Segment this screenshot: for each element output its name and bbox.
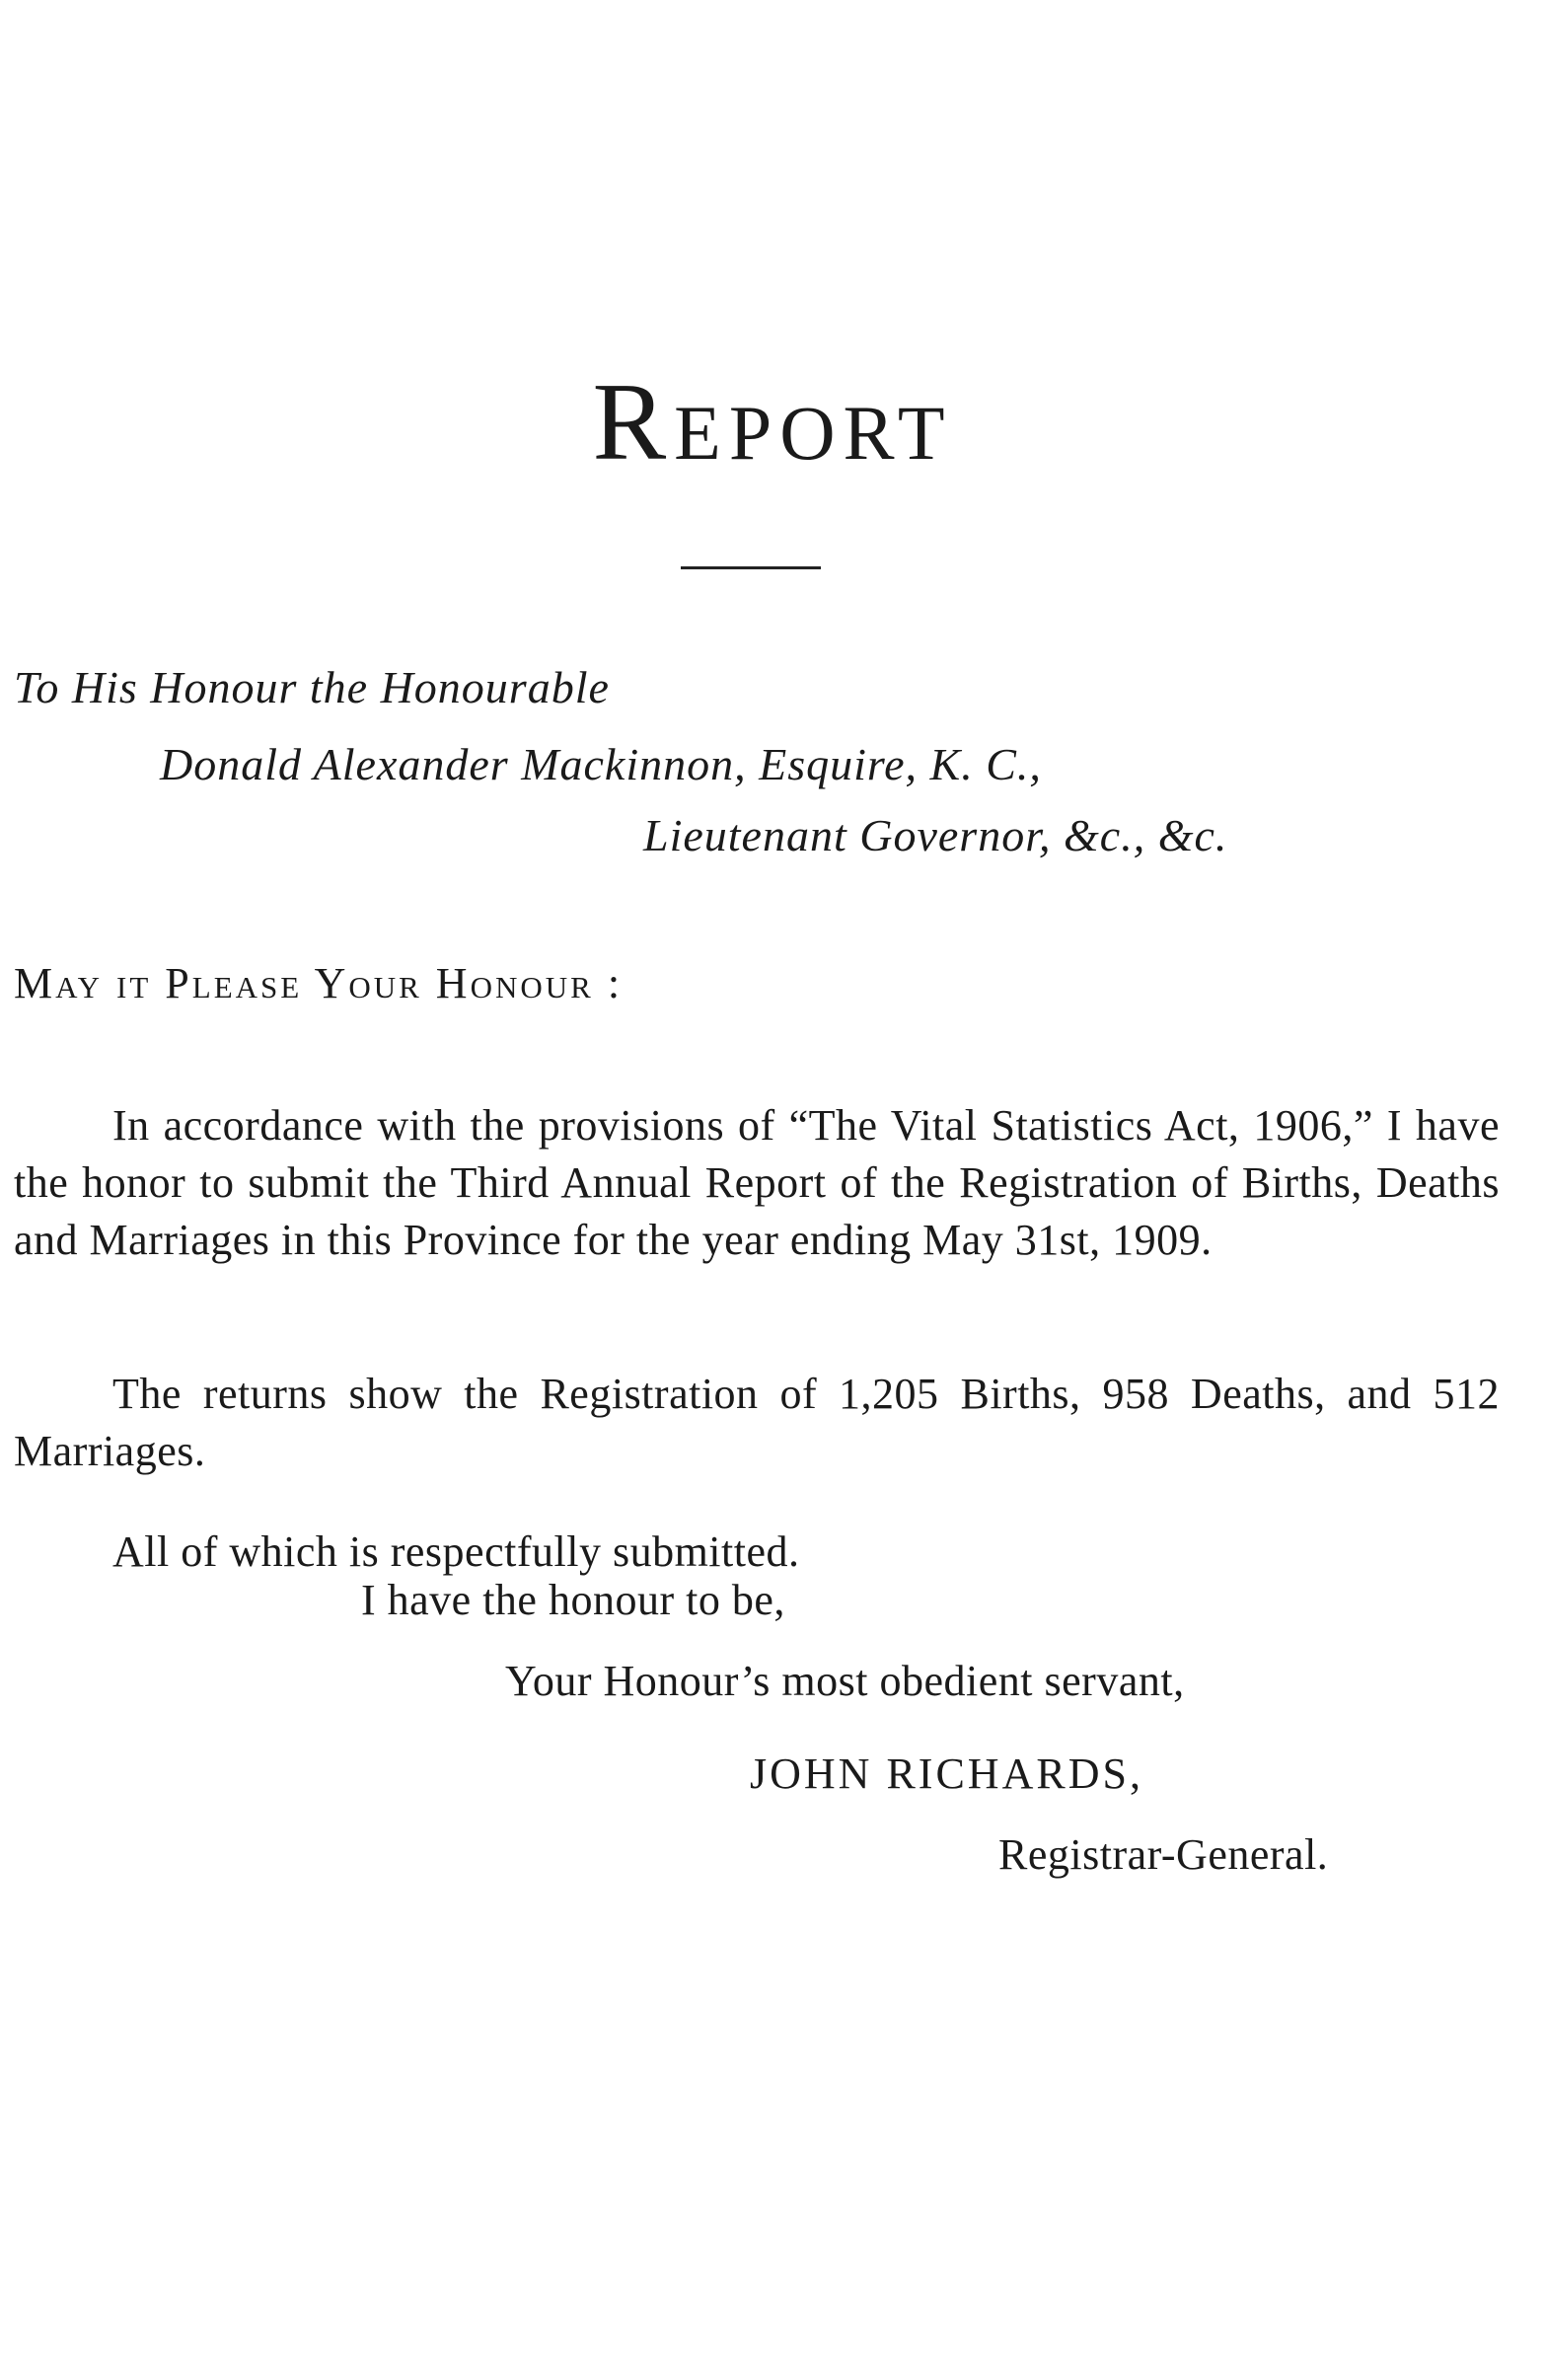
address-line-1: To His Honour the Honourable [14, 662, 610, 712]
body-paragraph-2: The returns show the Registration of 1,205 Births, 958 Deaths, and 512 Marriages. [14, 1370, 1500, 1475]
closing-line-1: I have the honour to be, [361, 1576, 785, 1624]
report-title: Report [592, 361, 953, 483]
salutation: May it Please Your Honour : [14, 959, 624, 1007]
closing-line-2: Your Honour’s most obedient servant, [505, 1657, 1185, 1705]
body-paragraph-1: In accordance with the provisions of “The Vital Statistics Act, 1906,” I have the honor to submit the Third Annual Report of the Registration of Births, Deaths and Marriages in this Province for the year ending May 31st, 1909. [14, 1101, 1500, 1264]
signature-title: Registrar-General. [998, 1830, 1329, 1879]
body-paragraph-3: All of which is respectfully submitted. [112, 1527, 800, 1576]
signature-name: JOHN RICHARDS, [750, 1749, 1143, 1798]
address-line-2: Donald Alexander Mackinnon, Esquire, K. C., [160, 739, 1042, 789]
title-divider [681, 566, 821, 569]
address-line-3: Lieutenant Governor, &c., &c. [643, 810, 1228, 860]
